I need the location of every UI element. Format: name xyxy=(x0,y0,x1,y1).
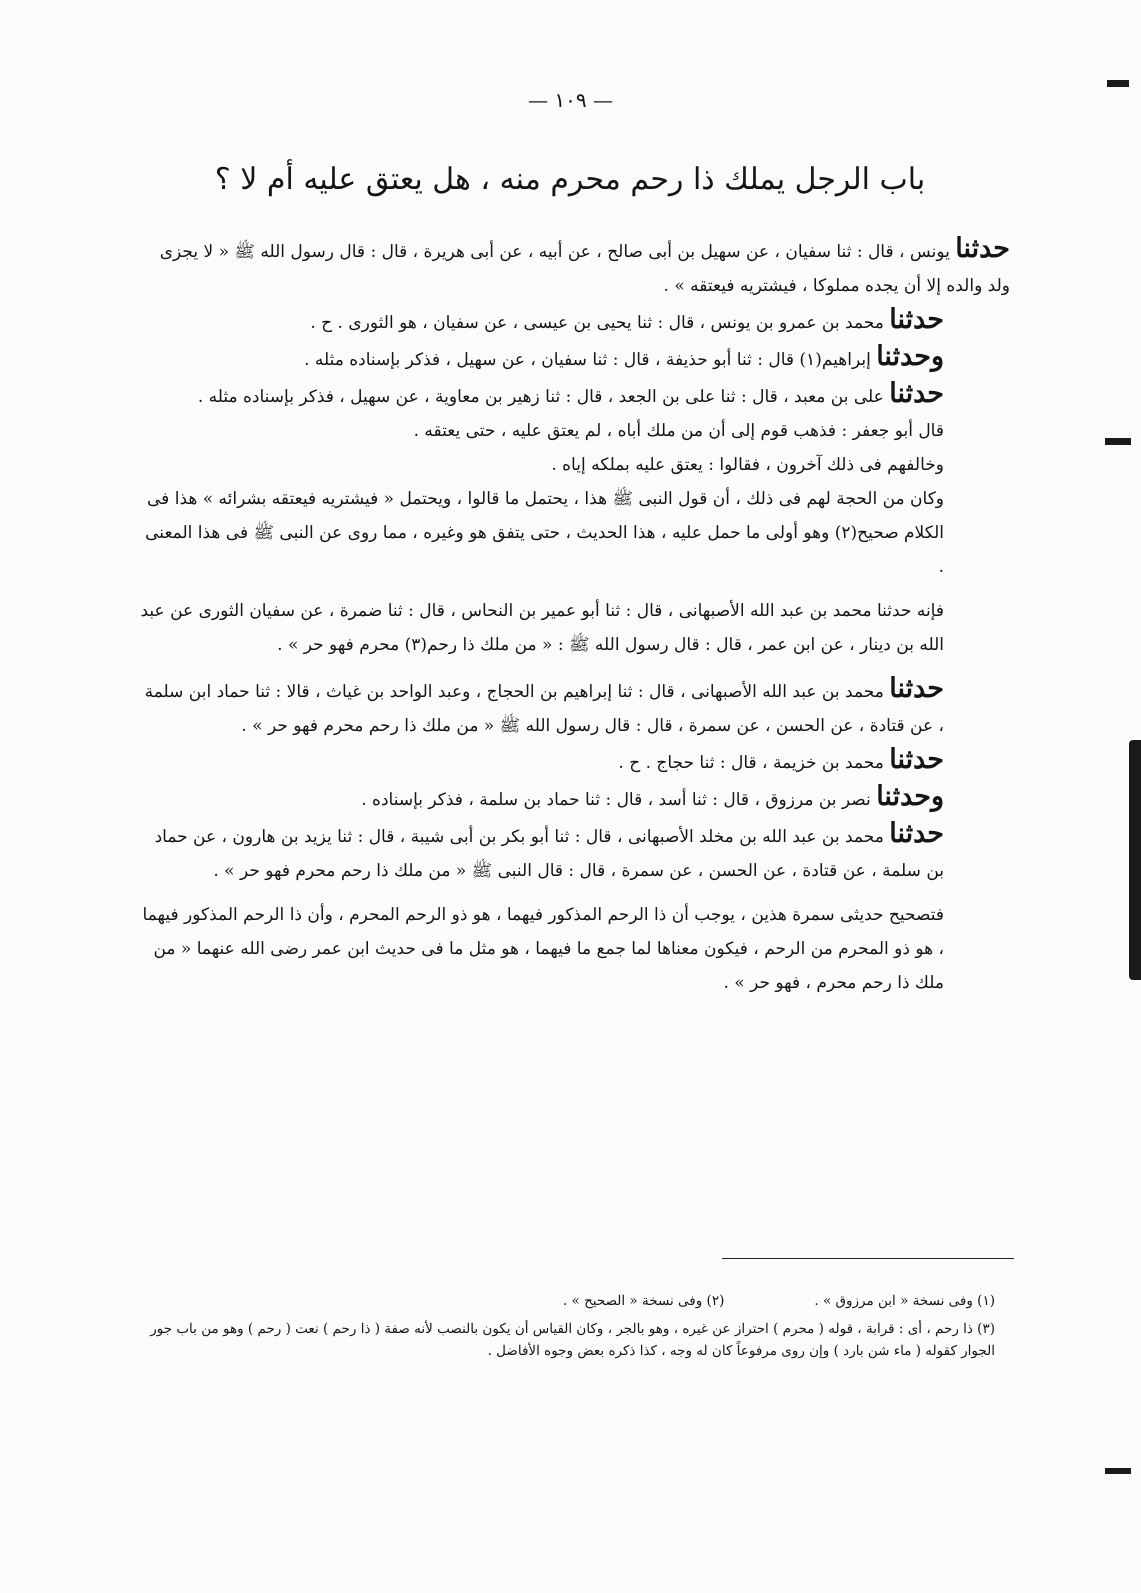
paragraph-text: محمد بن خزيمة ، قال : ثنا حجاج . ح . xyxy=(618,753,890,773)
scan-binding-edge xyxy=(1129,740,1141,980)
commentary-paragraph-3 xyxy=(135,482,1010,584)
scan-mark-bottom xyxy=(1105,1468,1131,1474)
footnote-3: (٣) ذا رحم ، أى : قرابة ، قوله ( محرم ) احتراز عن غيره ، وهو بالجر ، وكان القياس أن يكون بالنصب لأنه صفة ( ذا رحم ) نعت ( رحم ) وهو من باب جور الجوار كقوله ( ماء شن بارد ) وإن روى مرفوعاً كان له وجه ، كذا ذكره بعض وجوه الأفاضل . xyxy=(150,1321,995,1359)
paragraph-text: إبراهيم(١) قال : ثنا أبو حذيفة ، قال : ثنا سفيان ، عن سهيل ، فذكر بإسناده مثله . xyxy=(304,350,877,370)
paragraph-text: محمد بن عمرو بن يونس ، قال : ثنا يحيى بن عيسى ، عن سفيان ، هو الثورى . ح . xyxy=(310,313,890,333)
paragraph-text: محمد بن عبد الله الأصبهانى ، قال : ثنا إبراهيم بن الحجاج ، وعبد الواحد بن غياث ، قالا : ثنا حماد ابن سلمة ، عن قتادة ، عن الحسن ، عن سمرة ، قال : قال رسول الله ﷺ « من ملك ذا رحم محرم فهو حر » . xyxy=(144,682,944,736)
narration-keyword: حدثنا xyxy=(889,378,944,409)
narration-keyword: حدثنا xyxy=(889,744,944,775)
commentary-paragraph-1 xyxy=(135,414,1010,448)
hadith-paragraph-7 xyxy=(135,743,1010,780)
scan-mark-top xyxy=(1107,80,1129,87)
conclusion-paragraph xyxy=(135,898,1010,1000)
hadith-paragraph-4 xyxy=(135,377,1010,414)
paragraph-text: على بن معبد ، قال : ثنا على بن الجعد ، قال : ثنا زهير بن معاوية ، عن سهيل ، فذكر بإسناده مثله . xyxy=(197,387,890,407)
footnote-1: (١) وفى نسخة « ابن مرزوق » . xyxy=(814,1293,995,1309)
narration-keyword: حدثنا xyxy=(889,818,944,849)
paragraph-text: فتصحيح حديثى سمرة هذين ، يوجب أن ذا الرحم المذكور فيهما ، هو ذو الرحم المحرم ، وأن ذا الرحم المذكور فيهما ، هو ذو المحرم من الرحم ، فيكون معناها لما جمع ما فيهما ، هو مثل ما فى حديث ابن عمر رضى الله عنهما « من ملك ذا رحم محرم ، فهو حر » . xyxy=(142,905,944,993)
page-number: — ١٠٩ — xyxy=(528,88,613,112)
footnote-2: (٢) وفى نسخة « الصحيح » . xyxy=(562,1293,725,1309)
paragraph-text: وكان من الحجة لهم فى ذلك ، أن قول النبى ﷺ هذا ، يحتمل ما قالوا ، ويحتمل « فيشتريه فيعتقه بشرائه » هذا فى الكلام صحيح(٢) وهو أولى ما حمل عليه ، هذا الحديث ، حتى يتفق هو وغيره ، مما روى عن النبى ﷺ فى هذا المعنى . xyxy=(145,489,944,577)
paragraph-text: وخالفهم فى ذلك آخرون ، فقالوا : يعتق عليه بملكه إياه . xyxy=(551,455,944,475)
footnotes xyxy=(150,1290,995,1362)
hadith-paragraph-9 xyxy=(135,817,1010,888)
footnote-divider xyxy=(722,1258,1014,1259)
footnote-row xyxy=(150,1290,995,1312)
narration-keyword: وحدثنا xyxy=(876,781,944,812)
scan-mark-middle xyxy=(1105,438,1131,445)
body-text xyxy=(135,232,1010,1000)
hadith-paragraph-1 xyxy=(135,232,1010,303)
paragraph-text: قال أبو جعفر : فذهب قوم إلى أن من ملك أباه ، لم يعتق عليه ، حتى يعتقه . xyxy=(413,421,944,441)
hadith-paragraph-8 xyxy=(135,780,1010,817)
narration-keyword: حدثنا xyxy=(955,233,1010,264)
narration-keyword: حدثنا xyxy=(889,673,944,704)
narration-keyword: وحدثنا xyxy=(876,341,944,372)
paragraph-text: نصر بن مرزوق ، قال : ثنا أسد ، قال : ثنا حماد بن سلمة ، فذكر بإسناده . xyxy=(361,790,877,810)
paragraph-text: فإنه حدثنا محمد بن عبد الله الأصبهانى ، قال : ثنا أبو عمير بن النحاس ، قال : ثنا ضمرة ، عن سفيان الثورى عن عبد الله بن دينار ، عن ابن عمر ، قال : قال رسول الله ﷺ : « من ملك ذا رحم(٣) محرم فهو حر » . xyxy=(140,601,944,655)
hadith-paragraph-5 xyxy=(135,594,1010,662)
hadith-paragraph-6 xyxy=(135,672,1010,743)
chapter-title: باب الرجل يملك ذا رحم محرم منه ، هل يعتق عليه أم لا ؟ xyxy=(214,162,926,197)
hadith-paragraph-2 xyxy=(135,303,1010,340)
paragraph-text: يونس ، قال : ثنا سفيان ، عن سهيل بن أبى صالح ، عن أبيه ، عن أبى هريرة ، قال : قال رسول الله ﷺ « لا يجزى ولد والده إلا أن يجده مملوكا ، فيشتريه فيعتقه » . xyxy=(159,242,1010,296)
narration-keyword: حدثنا xyxy=(889,304,944,335)
commentary-paragraph-2 xyxy=(135,448,1010,482)
hadith-paragraph-3 xyxy=(135,340,1010,377)
paragraph-text: محمد بن عبد الله بن مخلد الأصبهانى ، قال : ثنا أبو بكر بن أبى شيبة ، قال : ثنا يزيد بن هارون ، عن حماد بن سلمة ، عن قتادة ، عن الحسن ، عن سمرة ، قال : قال النبى ﷺ « من ملك ذا رحم محرم فهو حر » . xyxy=(154,827,944,881)
